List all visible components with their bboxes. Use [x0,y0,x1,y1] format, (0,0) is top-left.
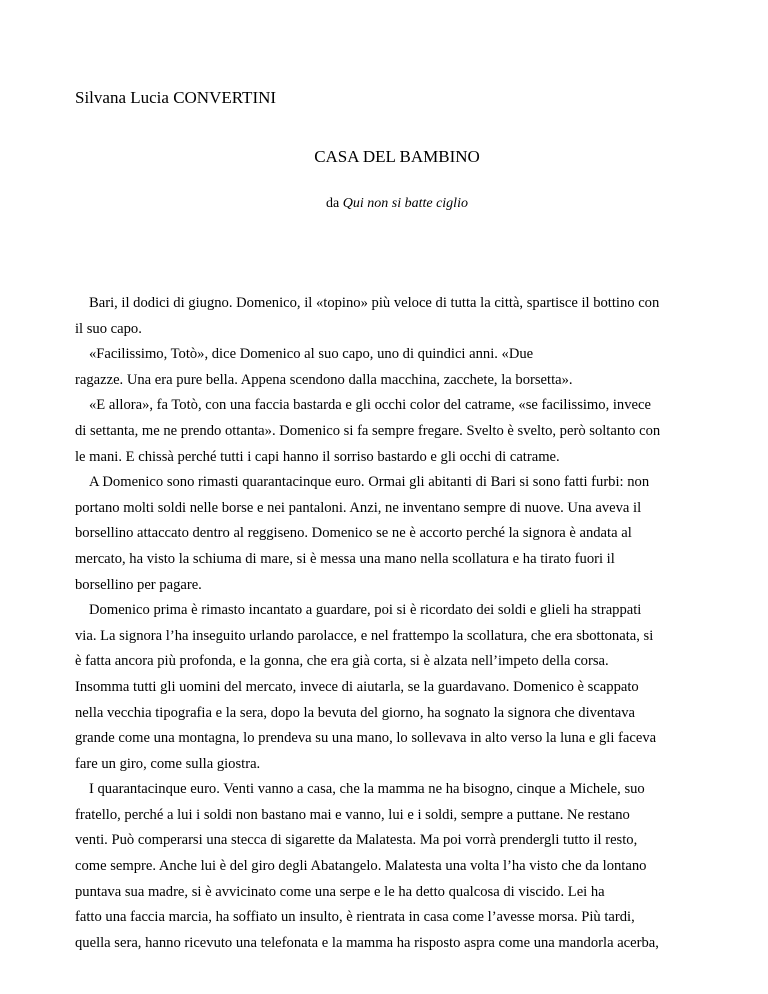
text-line: puntava sua madre, si è avvicinato come una serpe e le ha detto qualcosa di viscido. Lei ha [75,883,605,900]
text-line: Domenico prima è rimasto incantato a guardare, poi si è ricordato dei soldi e glieli ha strappati [89,602,642,619]
text-line: via. La signora l’ha inseguito urlando parolacce, e nel frattempo la scollatura, che era sbottonata, si [75,627,654,644]
text-line: fratello, perché a lui i soldi non bastano mai e vanno, lui e i soldi, sempre a puttane. Ne restano [75,806,630,823]
source-prefix: da [326,196,343,211]
text-line: Insomma tutti gli uomini del mercato, invece di aiutarla, se la guardavano. Domenico è scappato [75,678,639,695]
text-line: venti. Può comperarsi una stecca di sigarette da Malatesta. Ma poi vorrà prendergli tutto il resto, [75,832,638,849]
text-line: ragazze. Una era pure bella. Appena scendono dalla macchina, zacchete, la borsetta». [75,371,573,388]
text-line: borsellino attaccato dentro al reggiseno. Domenico se ne è accorto perché la signora è andata al [75,525,632,542]
author-name: Silvana Lucia CONVERTINI [75,88,277,107]
story-source [0,195,768,213]
text-line: come sempre. Anche lui è del giro degli Abatangelo. Malatesta una volta l’ha visto che da lontano [75,858,647,875]
story-title: CASA DEL BAMBINO [314,147,480,166]
text-line: I quarantacinque euro. Venti vanno a casa, che la mamma ne ha bisogno, cinque a Michele, suo [89,781,645,798]
text-line: quella sera, hanno ricevuto una telefonata e la mamma ha risposto aspra come una mandorla acerba, [75,934,659,951]
text-line: il suo capo. [75,320,142,337]
text-line: grande come una montagna, lo prendeva su una mano, lo sollevava in alto verso la luna e gli faceva [75,730,657,747]
text-line: di settanta, me ne prendo ottanta». Domenico si fa sempre fregare. Svelto è svelto, però soltanto con [75,422,661,439]
text-line: mercato, ha visto la schiuma di mare, si è messa una mano nella scollatura e ha tirato fuori il [75,550,615,567]
story-body [75,291,695,956]
text-line: le mani. E chissà perché tutti i capi hanno il sorriso bastardo e gli occhi di catrame. [75,448,560,465]
text-line: è fatta ancora più profonda, e la gonna, che era già corta, si è alzata nell’impeto della corsa. [75,653,609,670]
source-book-title: Qui non si batte ciglio [342,196,468,211]
text-line: portano molti soldi nelle borse e nei pantaloni. Anzi, ne inventano sempre di nuove. Una aveva il [75,499,642,516]
text-line: fatto una faccia marcia, ha soffiato un insulto, è rientrata in casa come l’avesse morsa. Più tardi, [75,909,635,926]
text-line: «Facilissimo, Totò», dice Domenico al suo capo, uno di quindici anni. «Due [89,346,534,363]
text-line: «E allora», fa Totò, con una faccia bastarda e gli occhi color del catrame, «se facilissimo, invece [89,397,651,414]
text-line: nella vecchia tipografia e la sera, dopo la bevuta del giorno, ha sognato la signora che diventava [75,704,636,721]
text-line: A Domenico sono rimasti quarantacinque euro. Ormai gli abitanti di Bari si sono fatti furbi: non [89,474,650,491]
text-line: fare un giro, come sulla giostra. [75,755,261,772]
text-line: Bari, il dodici di giugno. Domenico, il «topino» più veloce di tutta la città, spartisce il bottino con [89,295,660,311]
text-line: borsellino per pagare. [75,576,202,593]
